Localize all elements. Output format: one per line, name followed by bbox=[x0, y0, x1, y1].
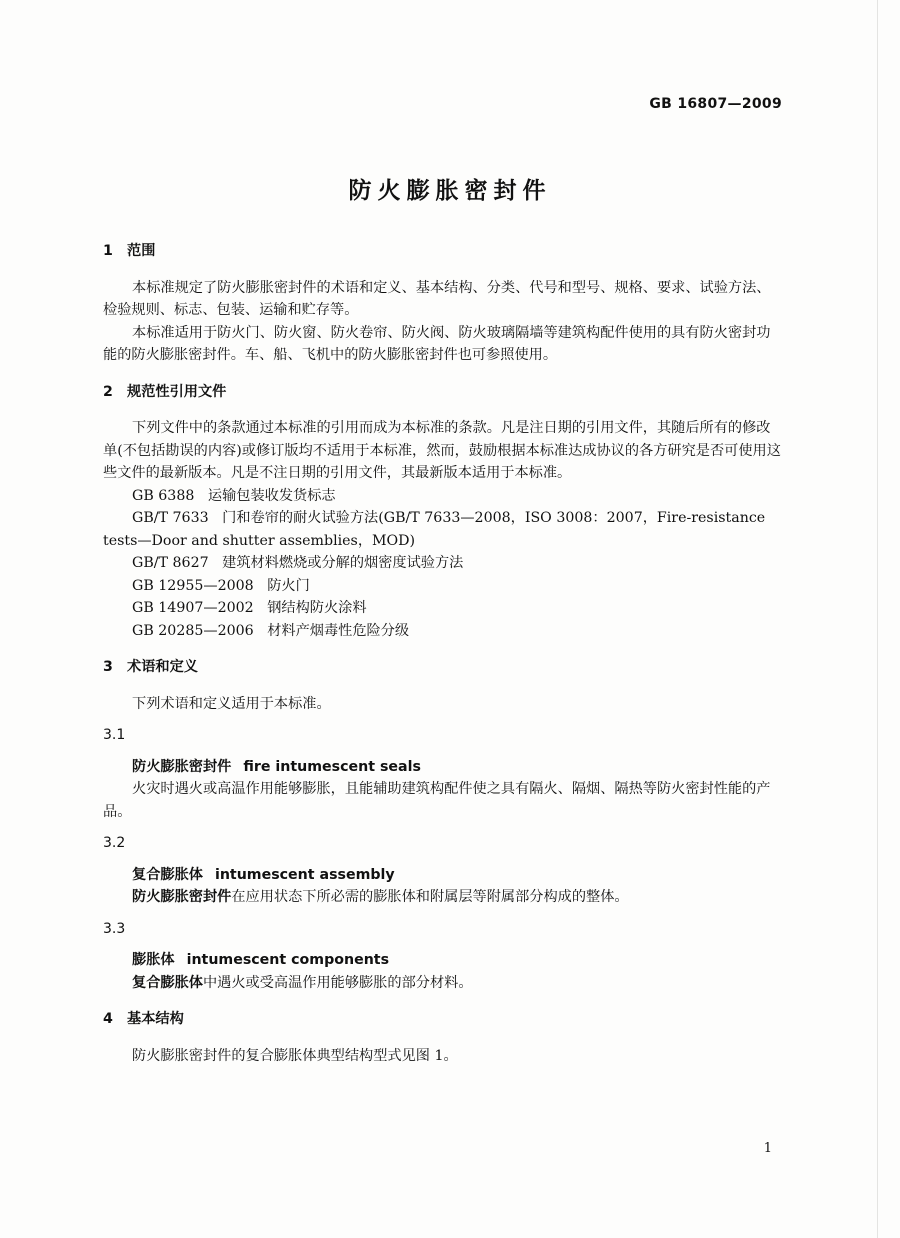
section-1-heading bbox=[103, 240, 783, 263]
term-definition-text: 火灾时遇火或高温作用能够膨胀，且能辅助建筑构配件使之具有隔火、隔烟、隔热等防火密封性能的产品。 bbox=[103, 781, 771, 820]
term-number: 3.3 bbox=[103, 920, 126, 937]
section-3-heading bbox=[103, 656, 783, 679]
reference-code: GB 20285—2006 bbox=[132, 622, 254, 639]
reference-item bbox=[103, 620, 783, 643]
term-definition-ref: 防火膨胀密封件 bbox=[132, 889, 232, 905]
term-en: fire intumescent seals bbox=[243, 758, 421, 775]
document-title: 防火膨胀密封件 bbox=[348, 178, 552, 204]
section-1-paragraph-1: 本标准规定了防火膨胀密封件的术语和定义、基本结构、分类、代号和型号、规格、要求、试验方法、检验规则、标志、包装、运输和贮存等。 bbox=[103, 279, 771, 318]
section-4-paragraph-1: 防火膨胀密封件的复合膨胀体典型结构型式见图 1。 bbox=[132, 1047, 458, 1064]
term-en: intumescent assembly bbox=[214, 866, 395, 883]
reference-code: GB 12955—2008 bbox=[132, 577, 254, 594]
reference-item bbox=[103, 575, 783, 598]
term-definition-ref: 复合膨胀体 bbox=[132, 974, 203, 991]
section-3-title: 术语和定义 bbox=[127, 659, 198, 675]
section-2-number: 2 bbox=[103, 383, 113, 400]
term-definition bbox=[103, 972, 783, 995]
term-definition-text: 在应用状态下所必需的膨胀体和附属层等附属部分构成的整体。 bbox=[231, 889, 629, 905]
reference-item bbox=[103, 597, 783, 620]
section-2-heading bbox=[103, 381, 783, 404]
section-3-number: 3 bbox=[103, 659, 113, 675]
term-zh: 膨胀体 bbox=[132, 952, 175, 968]
reference-title: 建筑材料燃烧或分解的烟密度试验方法 bbox=[222, 555, 464, 571]
term-heading bbox=[103, 949, 783, 972]
reference-item bbox=[103, 507, 783, 552]
section-2-paragraph-1: 下列文件中的条款通过本标准的引用而成为本标准的条款。凡是注日期的引用文件，其随后所有的修改单(不包括勘误的内容)或修订版均不适用于本标准，然而，鼓励根据本标准达成协议的各方研究是否可使用这些文件的最新版本。凡是不注日期的引用文件，其最新版本适用于本标准。 bbox=[103, 420, 781, 481]
reference-title: 运输包装收发货标志 bbox=[207, 487, 336, 504]
term-heading bbox=[103, 864, 783, 887]
reference-title: 防火门 bbox=[267, 577, 310, 594]
term-en: intumescent components bbox=[186, 952, 390, 968]
term-zh: 复合膨胀体 bbox=[132, 866, 203, 883]
term-zh: 防火膨胀密封件 bbox=[132, 758, 232, 775]
standard-number: GB 16807—2009 bbox=[649, 96, 782, 112]
term-definition-text: 中遇火或受高温作用能够膨胀的部分材料。 bbox=[202, 974, 473, 991]
page-number: 1 bbox=[763, 1141, 772, 1156]
section-3-paragraph-1: 下列术语和定义适用于本标准。 bbox=[132, 695, 331, 712]
section-1-number: 1 bbox=[103, 243, 113, 259]
term-number: 3.2 bbox=[103, 835, 126, 851]
reference-item bbox=[103, 552, 783, 575]
term-number: 3.1 bbox=[103, 727, 126, 743]
reference-title: 材料产烟毒性危险分级 bbox=[267, 622, 410, 639]
reference-code: GB 6388 bbox=[132, 487, 195, 504]
section-1-title: 范围 bbox=[127, 243, 156, 259]
term-definition bbox=[103, 778, 783, 823]
reference-title: 钢结构防火涂料 bbox=[267, 600, 367, 616]
reference-title: 门和卷帘的耐火试验方法(GB/T 7633—2008，ISO 3008：2007，Fire-resistance tests—Door and shutter assemblies，MOD) bbox=[103, 510, 766, 549]
reference-item bbox=[103, 485, 783, 508]
document-body bbox=[103, 240, 783, 1067]
section-2-title: 规范性引用文件 bbox=[127, 383, 227, 400]
section-4-title: 基本结构 bbox=[127, 1011, 184, 1027]
reference-code: GB/T 7633 bbox=[132, 510, 209, 526]
section-1-paragraph-2: 本标准适用于防火门、防火窗、防火卷帘、防火阀、防火玻璃隔墙等建筑构配件使用的具有防火密封功能的防火膨胀密封件。车、船、飞机中的防火膨胀密封件也可参照使用。 bbox=[103, 324, 771, 363]
reference-code: GB/T 8627 bbox=[132, 555, 209, 571]
section-4-number: 4 bbox=[103, 1011, 113, 1027]
term-definition bbox=[103, 886, 783, 909]
term-heading bbox=[103, 756, 783, 779]
reference-code: GB 14907—2002 bbox=[132, 600, 254, 616]
section-4-heading bbox=[103, 1008, 783, 1031]
